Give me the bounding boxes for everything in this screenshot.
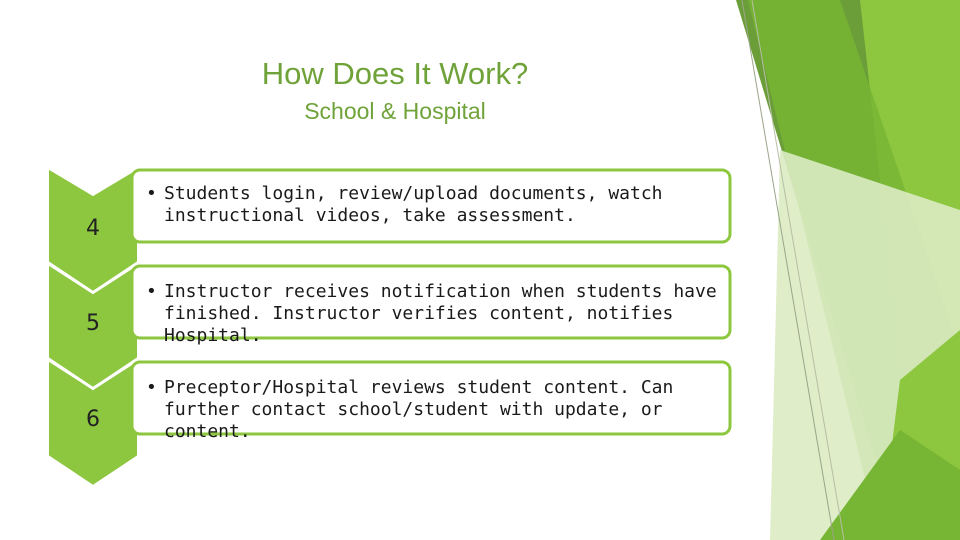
bullet-glyph: • (146, 377, 157, 398)
step-text-4 (136, 183, 732, 227)
bullet-glyph: • (146, 281, 157, 302)
step-number-4: 4 (86, 216, 100, 241)
step-text-6 (136, 377, 732, 443)
step-number-6: 6 (86, 407, 100, 432)
slide-title: How Does It Work? (261, 56, 529, 91)
step-description: Preceptor/Hospital reviews student content. Can further contact school/student with update, or content. (164, 377, 674, 442)
slide-subtitle: School & Hospital (304, 98, 486, 124)
bullet-glyph: • (146, 183, 157, 204)
step-text-5 (136, 281, 732, 347)
step-number-5: 5 (86, 311, 100, 336)
step-description: Students login, review/upload documents, watch instructional videos, take assessment. (164, 183, 663, 226)
step-description: Instructor receives notification when students have finished. Instructor verifies content, notifies Hospital. (164, 281, 717, 346)
